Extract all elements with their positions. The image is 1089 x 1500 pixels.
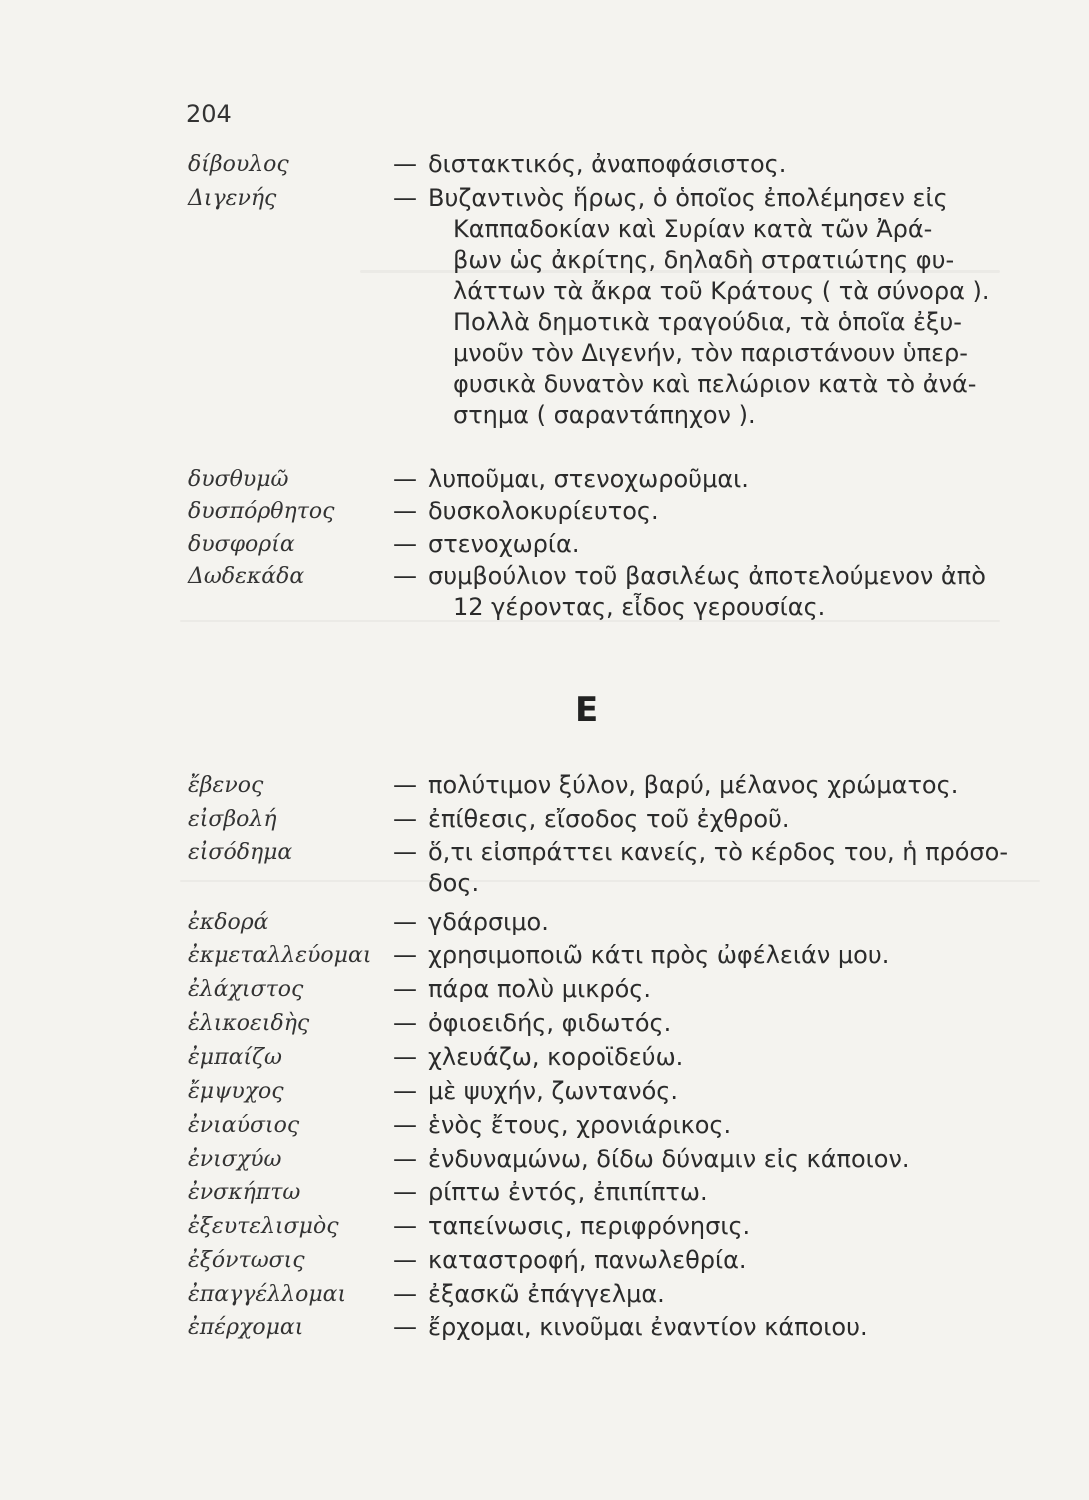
entry-definition: ἑνὸς ἔτους, χρονιάρικος. — [428, 1111, 732, 1139]
entry-term: ἐνισχύω — [188, 1147, 282, 1172]
entry-term: δυσθυμῶ — [188, 467, 289, 492]
entry-definition: ὀφιοειδής, φιδωτός. — [428, 1009, 672, 1037]
entry-term: ἐνιαύσιος — [188, 1113, 300, 1138]
entry-definition: συμβούλιον τοῦ βασιλέως ἀποτελούμενον ἀπὸ — [428, 562, 986, 590]
entry-definition-continued: δος. — [428, 869, 480, 897]
entry-term: εἰσβολή — [188, 807, 277, 832]
entry-definition: ἐπίθεσις, εἴσοδος τοῦ ἐχθροῦ. — [428, 805, 790, 833]
entry-dash: — — [393, 562, 417, 590]
section-letter: Ε — [575, 690, 599, 730]
entry-term: ἐνσκήπτω — [188, 1180, 301, 1205]
entry-term: Δωδεκάδα — [188, 564, 305, 589]
entry-definition: καταστροφή, πανωλεθρία. — [428, 1246, 747, 1274]
entry-dash: — — [393, 1280, 417, 1308]
entry-term: ἐλάχιστος — [188, 977, 304, 1002]
entry-dash: — — [393, 1313, 417, 1341]
entry-term: δίβουλος — [188, 152, 289, 177]
page-number: 204 — [186, 100, 232, 128]
entry-definition: ταπείνωσις, περιφρόνησις. — [428, 1212, 751, 1240]
entry-term: ἔβενος — [188, 773, 264, 798]
entry-definition: ὅ,τι εἰσπράττει κανείς, τὸ κέρδος του, ἡ πρόσο- — [428, 838, 1008, 866]
entry-definition: διστακτικός, ἀναποφάσιστος. — [428, 150, 787, 178]
entry-dash: — — [393, 530, 417, 558]
entry-dash: — — [393, 1145, 417, 1173]
entry-definition: ἐξασκῶ ἐπάγγελμα. — [428, 1280, 665, 1308]
entry-term: ἐξευτελισμὸς — [188, 1214, 339, 1239]
entry-definition-continued: φυσικὰ δυνατὸν καὶ πελώριον κατὰ τὸ ἀνά- — [453, 370, 977, 398]
show-through-mark — [180, 880, 1040, 882]
entry-definition: Βυζαντινὸς ἥρως, ὁ ὁποῖος ἐπολέμησεν εἰς — [428, 184, 948, 212]
entry-definition: πολύτιμον ξύλον, βαρύ, μέλανος χρώματος. — [428, 771, 959, 799]
entry-dash: — — [393, 941, 417, 969]
entry-dash: — — [393, 184, 417, 212]
entry-dash: — — [393, 1043, 417, 1071]
entry-term: ἐκδορά — [188, 910, 269, 935]
entry-term: ἐκμεταλλεύομαι — [188, 943, 372, 968]
entry-definition-continued: Πολλὰ δημοτικὰ τραγούδια, τὰ ὁποῖα ἐξυ- — [453, 308, 962, 336]
entry-dash: — — [393, 1246, 417, 1274]
entry-dash: — — [393, 150, 417, 178]
entry-term: δυσφορία — [188, 532, 295, 557]
entry-term: ἐπέρχομαι — [188, 1315, 304, 1340]
entry-definition: ἐνδυναμώνω, δίδω δύναμιν εἰς κάποιον. — [428, 1145, 910, 1173]
entry-dash: — — [393, 975, 417, 1003]
entry-definition: χρησιμοποιῶ κάτι πρὸς ὠφέλειάν μου. — [428, 941, 890, 969]
entry-dash: — — [393, 1212, 417, 1240]
entry-definition: ἔρχομαι, κινοῦμαι ἐναντίον κάποιου. — [428, 1313, 868, 1341]
entry-term: ἐξόντωσις — [188, 1248, 305, 1273]
entry-dash: — — [393, 838, 417, 866]
entry-definition-continued: βων ὡς ἀκρίτης, δηλαδὴ στρατιώτης φυ- — [453, 246, 955, 274]
entry-definition: στενοχωρία. — [428, 530, 580, 558]
entry-definition: δυσκολοκυρίευτος. — [428, 497, 659, 525]
entry-dash: — — [393, 908, 417, 936]
entry-definition: μὲ ψυχήν, ζωντανός. — [428, 1077, 678, 1105]
entry-definition-continued: Καππαδοκίαν καὶ Συρίαν κατὰ τῶν Ἀρά- — [453, 215, 933, 243]
entry-definition: γδάρσιμο. — [428, 908, 549, 936]
entry-definition-continued: στημα ( σαραντάπηχον ). — [453, 401, 756, 429]
entry-term: ἔμψυχος — [188, 1079, 284, 1104]
entry-term: εἰσόδημα — [188, 840, 293, 865]
entry-dash: — — [393, 1111, 417, 1139]
entry-term: Διγενής — [188, 186, 277, 211]
entry-dash: — — [393, 771, 417, 799]
entry-dash: — — [393, 805, 417, 833]
entry-definition: πάρα πολὺ μικρός. — [428, 975, 651, 1003]
entry-dash: — — [393, 497, 417, 525]
entry-dash: — — [393, 465, 417, 493]
entry-term: ἐπαγγέλλομαι — [188, 1282, 347, 1307]
entry-term: δυσπόρθητος — [188, 499, 335, 524]
entry-definition-continued: λάττων τὰ ἄκρα τοῦ Κράτους ( τὰ σύνορα ). — [453, 277, 990, 305]
entry-term: ἑλικοειδὴς — [188, 1011, 310, 1036]
entry-dash: — — [393, 1178, 417, 1206]
entry-definition: χλευάζω, κοροϊδεύω. — [428, 1043, 684, 1071]
entry-dash: — — [393, 1077, 417, 1105]
entry-dash: — — [393, 1009, 417, 1037]
entry-definition: λυποῦμαι, στενοχωροῦμαι. — [428, 465, 749, 493]
entry-term: ἐμπαίζω — [188, 1045, 282, 1070]
entry-definition-continued: 12 γέροντας, εἶδος γερουσίας. — [453, 593, 826, 621]
entry-definition: ρίπτω ἐντός, ἐπιπίπτω. — [428, 1178, 708, 1206]
entry-definition-continued: μνοῦν τὸν Διγενήν, τὸν παριστάνουν ὑπερ- — [453, 339, 968, 367]
